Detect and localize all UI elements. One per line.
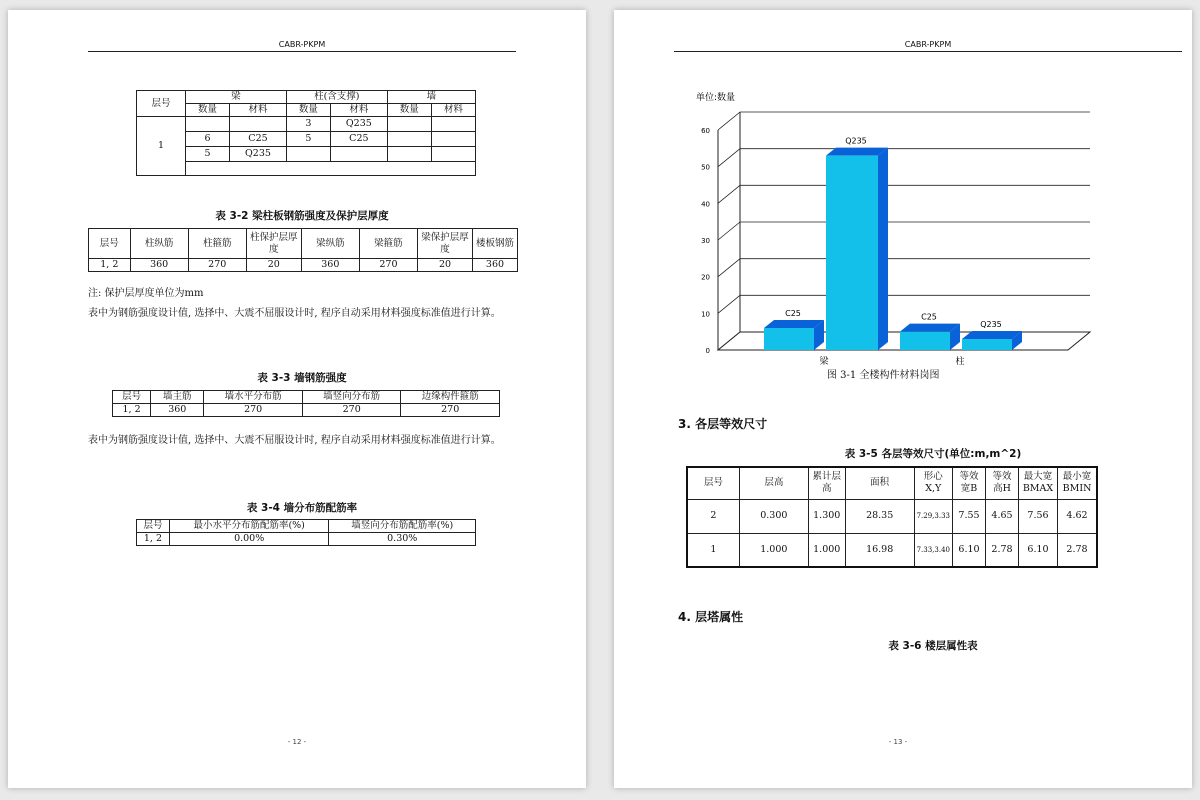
y-tick-label: 40 bbox=[701, 200, 710, 209]
table-3-3-caption: 表 3-3 墙钢筋强度 bbox=[257, 372, 347, 384]
table-cell bbox=[286, 147, 330, 162]
sub-header: 数量 bbox=[387, 104, 431, 117]
td: 360 bbox=[151, 404, 204, 417]
material-table bbox=[136, 90, 476, 176]
sub-header: 材料 bbox=[230, 104, 287, 117]
paragraph-1: 表中为钢筋强度设计值, 选择中、大震不屈服设计时, 程序自动采用材料强度标准值进行计算。 bbox=[88, 308, 501, 319]
table-cell: 3 bbox=[286, 117, 330, 132]
grid-line bbox=[718, 112, 740, 130]
th: 层号 bbox=[687, 467, 739, 499]
y-tick-label: 60 bbox=[701, 127, 710, 135]
th: 等效高H bbox=[986, 467, 1019, 499]
table-cell bbox=[431, 147, 475, 162]
chart-grid bbox=[718, 112, 1090, 350]
th: 墙主筋 bbox=[151, 391, 204, 404]
sub-header: 数量 bbox=[186, 104, 230, 117]
td: 2.78 bbox=[986, 533, 1019, 567]
table-cell: Q235 bbox=[330, 117, 387, 132]
chart-yticks bbox=[701, 127, 710, 355]
td: 0.300 bbox=[739, 499, 808, 533]
th: 层号 bbox=[137, 520, 170, 533]
table-cell bbox=[387, 132, 431, 147]
data-label: C25 bbox=[921, 312, 937, 322]
right-page bbox=[614, 10, 1192, 788]
table-3-5-caption: 表 3-5 各层等效尺寸(单位:m,m^2) bbox=[844, 448, 1022, 460]
table-3-4 bbox=[136, 519, 476, 546]
th: 累计层高 bbox=[808, 467, 845, 499]
table-cell: Q235 bbox=[230, 147, 287, 162]
td: 20 bbox=[418, 259, 473, 272]
table-cell bbox=[387, 117, 431, 132]
td: 7.29,3.33 bbox=[914, 499, 952, 533]
td: 360 bbox=[473, 259, 518, 272]
bar bbox=[962, 339, 1012, 350]
td: 1, 2 bbox=[137, 533, 170, 546]
y-tick-label: 20 bbox=[701, 273, 710, 282]
data-label: Q235 bbox=[980, 320, 1002, 329]
td: 1 bbox=[687, 533, 739, 567]
td: 0.30% bbox=[329, 533, 476, 546]
group-wall: 墙 bbox=[387, 91, 475, 104]
td: 6.10 bbox=[953, 533, 986, 567]
th: 层高 bbox=[739, 467, 808, 499]
bar bbox=[826, 156, 878, 350]
td: 7.56 bbox=[1019, 499, 1058, 533]
paragraph-2: 表中为钢筋强度设计值, 选择中、大震不屈服设计时, 程序自动采用材料强度标准值进行计算。 bbox=[88, 435, 501, 446]
section-4-title: 4. 层塔属性 bbox=[678, 610, 744, 624]
th: 最小宽BMIN bbox=[1058, 467, 1098, 499]
bar bbox=[900, 332, 950, 350]
note-text: 注: 保护层厚度单位为mm bbox=[88, 288, 204, 299]
th: 梁箍筋 bbox=[359, 229, 417, 259]
sub-header: 材料 bbox=[431, 104, 475, 117]
th: 墙竖向分布筋 bbox=[302, 391, 401, 404]
td: 16.98 bbox=[845, 533, 914, 567]
table-cell: 6 bbox=[186, 132, 230, 147]
table-cell: 5 bbox=[286, 132, 330, 147]
th: 最小水平分布筋配筋率(%) bbox=[169, 520, 329, 533]
figure-caption: 图 3-1 全楼构件材料岗图 bbox=[827, 370, 940, 381]
td: 28.35 bbox=[845, 499, 914, 533]
th: 楼板钢筋 bbox=[473, 229, 518, 259]
th: 柱纵筋 bbox=[130, 229, 188, 259]
grid-line bbox=[718, 149, 740, 167]
td: 4.62 bbox=[1058, 499, 1098, 533]
table-3-4-caption: 表 3-4 墙分布筋配筋率 bbox=[246, 502, 358, 514]
table-3-5 bbox=[686, 466, 1098, 568]
data-label: Q235 bbox=[845, 136, 867, 146]
sub-header: 数量 bbox=[286, 104, 330, 117]
bar-top bbox=[900, 324, 960, 332]
table-cell bbox=[186, 117, 230, 132]
td: 1.000 bbox=[808, 533, 845, 567]
td: 0.00% bbox=[169, 533, 329, 546]
td: 270 bbox=[188, 259, 246, 272]
td: 360 bbox=[130, 259, 188, 272]
td: 270 bbox=[401, 404, 500, 417]
bar-top bbox=[826, 148, 888, 156]
th: 边缘构件箍筋 bbox=[401, 391, 500, 404]
td: 2.78 bbox=[1058, 533, 1098, 567]
table-cell bbox=[431, 117, 475, 132]
bar-top bbox=[962, 331, 1022, 339]
td: 1, 2 bbox=[113, 404, 151, 417]
th: 层号 bbox=[89, 229, 131, 259]
page-header: CABR-PKPM bbox=[88, 40, 516, 52]
page-header: CABR-PKPM bbox=[674, 40, 1182, 52]
group-column: 柱(含支撑) bbox=[286, 91, 387, 104]
table-cell: 5 bbox=[186, 147, 230, 162]
td: 270 bbox=[359, 259, 417, 272]
x-tick-label: 柱 bbox=[955, 357, 965, 367]
grid-line bbox=[718, 259, 740, 277]
grid-line bbox=[718, 295, 740, 313]
table-cell bbox=[431, 132, 475, 147]
th: 最大宽BMAX bbox=[1019, 467, 1058, 499]
table-cell bbox=[387, 147, 431, 162]
td: 20 bbox=[246, 259, 301, 272]
td: 2 bbox=[687, 499, 739, 533]
td: 7.33,3.40 bbox=[914, 533, 952, 567]
td: 360 bbox=[301, 259, 359, 272]
td: 7.55 bbox=[953, 499, 986, 533]
y-tick-label: 0 bbox=[705, 347, 710, 355]
table-3-2 bbox=[88, 228, 518, 272]
td: 1.300 bbox=[808, 499, 845, 533]
th: 等效宽B bbox=[953, 467, 986, 499]
y-tick-label: 30 bbox=[701, 237, 710, 245]
table-3-6-caption: 表 3-6 楼层属性表 bbox=[888, 640, 978, 652]
th: 形心X,Y bbox=[914, 467, 952, 499]
td: 1, 2 bbox=[89, 259, 131, 272]
section-3-title: 3. 各层等效尺寸 bbox=[678, 417, 768, 431]
table-3-2-caption: 表 3-2 梁柱板钢筋强度及保护层厚度 bbox=[215, 210, 389, 222]
table-spacer bbox=[186, 162, 476, 176]
bar bbox=[764, 328, 814, 350]
th: 梁保护层厚度 bbox=[418, 229, 473, 259]
y-tick-label: 50 bbox=[701, 163, 710, 172]
th: 梁纵筋 bbox=[301, 229, 359, 259]
th: 层号 bbox=[113, 391, 151, 404]
x-tick-label: 梁 bbox=[819, 357, 829, 367]
grid-line bbox=[718, 185, 740, 203]
floor-cell: 1 bbox=[137, 117, 186, 176]
material-chart bbox=[680, 86, 1110, 386]
table-cell: C25 bbox=[330, 132, 387, 147]
bar-side bbox=[878, 148, 888, 350]
group-beam: 梁 bbox=[186, 91, 287, 104]
th: 柱保护层厚度 bbox=[246, 229, 301, 259]
page-number: - 12 - bbox=[287, 738, 307, 746]
th: 墙竖向分布筋配筋率(%) bbox=[329, 520, 476, 533]
td: 270 bbox=[204, 404, 303, 417]
col-floor: 层号 bbox=[137, 91, 186, 117]
left-page bbox=[8, 10, 586, 788]
td: 270 bbox=[302, 404, 401, 417]
table-cell: C25 bbox=[230, 132, 287, 147]
y-tick-label: 10 bbox=[701, 310, 710, 319]
th: 墙水平分布筋 bbox=[204, 391, 303, 404]
th: 面积 bbox=[845, 467, 914, 499]
grid-line bbox=[718, 222, 740, 240]
table-cell bbox=[230, 117, 287, 132]
chart-bars bbox=[764, 137, 1022, 350]
table-cell bbox=[330, 147, 387, 162]
td: 6.10 bbox=[1019, 533, 1058, 567]
td: 1.000 bbox=[739, 533, 808, 567]
data-label: C25 bbox=[785, 309, 801, 318]
table-3-3 bbox=[112, 390, 500, 417]
page-number: - 13 - bbox=[888, 738, 908, 746]
sub-header: 材料 bbox=[330, 104, 387, 117]
td: 4.65 bbox=[986, 499, 1019, 533]
th: 柱箍筋 bbox=[188, 229, 246, 259]
bar-top bbox=[764, 320, 824, 328]
chart-ylabel: 单位:数量 bbox=[696, 93, 736, 103]
